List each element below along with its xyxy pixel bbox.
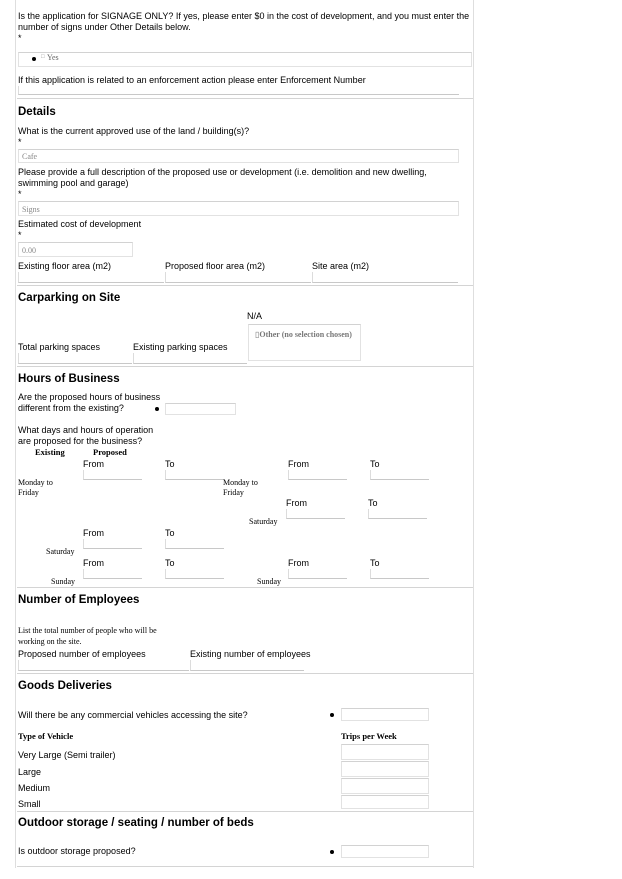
outdoor-bullet xyxy=(330,850,334,854)
signage-yes-checkbox[interactable]: □ xyxy=(41,54,45,60)
existing-employees-input[interactable] xyxy=(190,660,304,671)
col-trips-per-week: Trips per Week xyxy=(341,731,397,741)
to-label: To xyxy=(370,459,380,469)
current-use-input[interactable] xyxy=(18,149,459,163)
vehicle-label: Very Large (Semi trailer) xyxy=(18,750,116,760)
signage-required-mark: * xyxy=(18,33,22,43)
separator xyxy=(17,866,473,867)
deliveries-question: Will there be any commercial vehicles accessing the site? xyxy=(18,710,248,720)
existing-mon-fri-to[interactable] xyxy=(165,470,224,480)
proposed-sunday-to[interactable] xyxy=(370,569,429,579)
proposed-mon-fri-to[interactable] xyxy=(370,470,429,480)
to-label: To xyxy=(165,459,175,469)
deliveries-bullet xyxy=(330,713,334,717)
existing-floor-label: Existing floor area (m2) xyxy=(18,261,112,271)
outdoor-heading: Outdoor storage / seating / number of beds xyxy=(18,817,254,829)
from-label: From xyxy=(286,498,307,508)
site-area-input[interactable] xyxy=(312,272,458,283)
existing-employees-label: Existing number of employees xyxy=(190,649,311,659)
enforcement-label: If this application is related to an enforcement action please enter Enforcement Number xyxy=(18,75,366,85)
existing-parking-label: Existing parking spaces xyxy=(133,342,228,352)
from-label: From xyxy=(83,558,104,568)
hours-different-question: Are the proposed hours of business different from the existing? xyxy=(18,392,161,413)
existing-saturday-from[interactable] xyxy=(83,539,142,549)
proposed-employees-label: Proposed number of employees xyxy=(18,649,146,659)
existing-sunday-to[interactable] xyxy=(165,569,224,579)
from-label: From xyxy=(83,528,104,538)
signage-bullet xyxy=(32,57,36,61)
description-input[interactable] xyxy=(18,201,459,216)
hours-different-select[interactable] xyxy=(165,403,236,415)
signage-options-box xyxy=(18,52,472,67)
carparking-heading: Carparking on Site xyxy=(18,292,121,304)
employees-heading: Number of Employees xyxy=(18,594,140,606)
trips-input-large[interactable] xyxy=(341,761,429,777)
to-label: To xyxy=(370,558,380,568)
details-heading: Details xyxy=(18,106,56,118)
col-proposed: Proposed xyxy=(93,447,127,457)
existing-sunday-from[interactable] xyxy=(83,569,142,579)
trips-input-small[interactable] xyxy=(341,795,429,809)
existing-floor-input[interactable] xyxy=(18,272,164,283)
form-left-border xyxy=(15,0,16,868)
to-label: To xyxy=(165,558,175,568)
proposed-mon-fri-from[interactable] xyxy=(288,470,347,480)
carparking-select-text xyxy=(255,329,355,341)
signage-question: Is the application for SIGNAGE ONLY? If yes, please enter $0 in the cost of development, and you must enter the number of signs under Other Details below. xyxy=(18,11,470,32)
existing-saturday-to[interactable] xyxy=(165,539,224,549)
hours-days-question: What days and hours of operation are proposed for the business? xyxy=(18,425,154,446)
separator xyxy=(17,587,473,588)
proposed-employees-input[interactable] xyxy=(18,660,189,671)
vehicle-label: Medium xyxy=(18,783,51,793)
col-existing: Existing xyxy=(35,447,65,457)
from-label: From xyxy=(288,558,309,568)
existing-parking-input[interactable] xyxy=(133,353,247,364)
site-area-label: Site area (m2) xyxy=(312,261,370,271)
hours-heading: Hours of Business xyxy=(18,373,120,385)
current-use-value: Cafe xyxy=(22,152,38,161)
separator xyxy=(17,366,473,367)
existing-mon-fri-label: Monday to Friday xyxy=(18,478,53,497)
proposed-mon-fri-label: Monday to Friday xyxy=(223,478,258,497)
deliveries-select[interactable] xyxy=(341,708,429,721)
carparking-na-label: N/A xyxy=(247,311,263,321)
proposed-floor-label: Proposed floor area (m2) xyxy=(165,261,266,271)
deliveries-heading: Goods Deliveries xyxy=(18,680,112,692)
hours-different-bullet xyxy=(155,407,159,411)
description-required: * xyxy=(18,189,22,199)
current-use-label: What is the current approved use of the land / building(s)? xyxy=(18,126,250,136)
existing-mon-fri-from[interactable] xyxy=(83,470,142,480)
vehicle-label: Large xyxy=(18,767,42,777)
proposed-saturday-label: Saturday xyxy=(249,517,278,526)
existing-saturday-label: Saturday xyxy=(46,547,75,556)
trips-input-very-large[interactable] xyxy=(341,744,429,760)
to-label: To xyxy=(165,528,175,538)
separator xyxy=(17,673,473,674)
cost-label: Estimated cost of development xyxy=(18,219,142,229)
proposed-floor-input[interactable] xyxy=(165,272,311,283)
trips-input-medium[interactable] xyxy=(341,778,429,794)
current-use-required: * xyxy=(18,137,22,147)
proposed-sunday-label: Sunday xyxy=(257,577,281,586)
from-label: From xyxy=(288,459,309,469)
proposed-saturday-from[interactable] xyxy=(286,509,345,519)
separator xyxy=(17,811,473,812)
total-parking-input[interactable] xyxy=(18,353,132,364)
checkbox-icon: ▯ xyxy=(255,330,260,339)
outdoor-select[interactable] xyxy=(341,845,429,858)
proposed-saturday-to[interactable] xyxy=(368,509,427,519)
col-type-of-vehicle: Type of Vehicle xyxy=(18,731,74,741)
total-parking-label: Total parking spaces xyxy=(18,342,101,352)
cost-required: * xyxy=(18,230,22,240)
separator xyxy=(17,285,473,286)
form-right-border xyxy=(473,0,474,868)
enforcement-number-input[interactable] xyxy=(18,86,459,95)
cost-value: 0.00 xyxy=(22,246,36,255)
outdoor-question: Is outdoor storage proposed? xyxy=(18,846,136,856)
from-label: From xyxy=(83,459,104,469)
existing-sunday-label: Sunday xyxy=(51,577,75,586)
proposed-sunday-from[interactable] xyxy=(288,569,347,579)
description-value: Signs xyxy=(22,205,40,214)
vehicle-label: Small xyxy=(18,799,41,809)
separator xyxy=(17,98,473,99)
carparking-option-text: Other (no selection chosen) xyxy=(259,330,352,339)
to-label: To xyxy=(368,498,378,508)
signage-yes-label: Yes xyxy=(47,53,59,62)
employees-instruction: List the total number of people who will be working on the site. xyxy=(18,626,157,646)
description-label: Please provide a full description of the proposed use or development (i.e. demolition and new dwelling, swimming pool and garage) xyxy=(18,167,427,188)
